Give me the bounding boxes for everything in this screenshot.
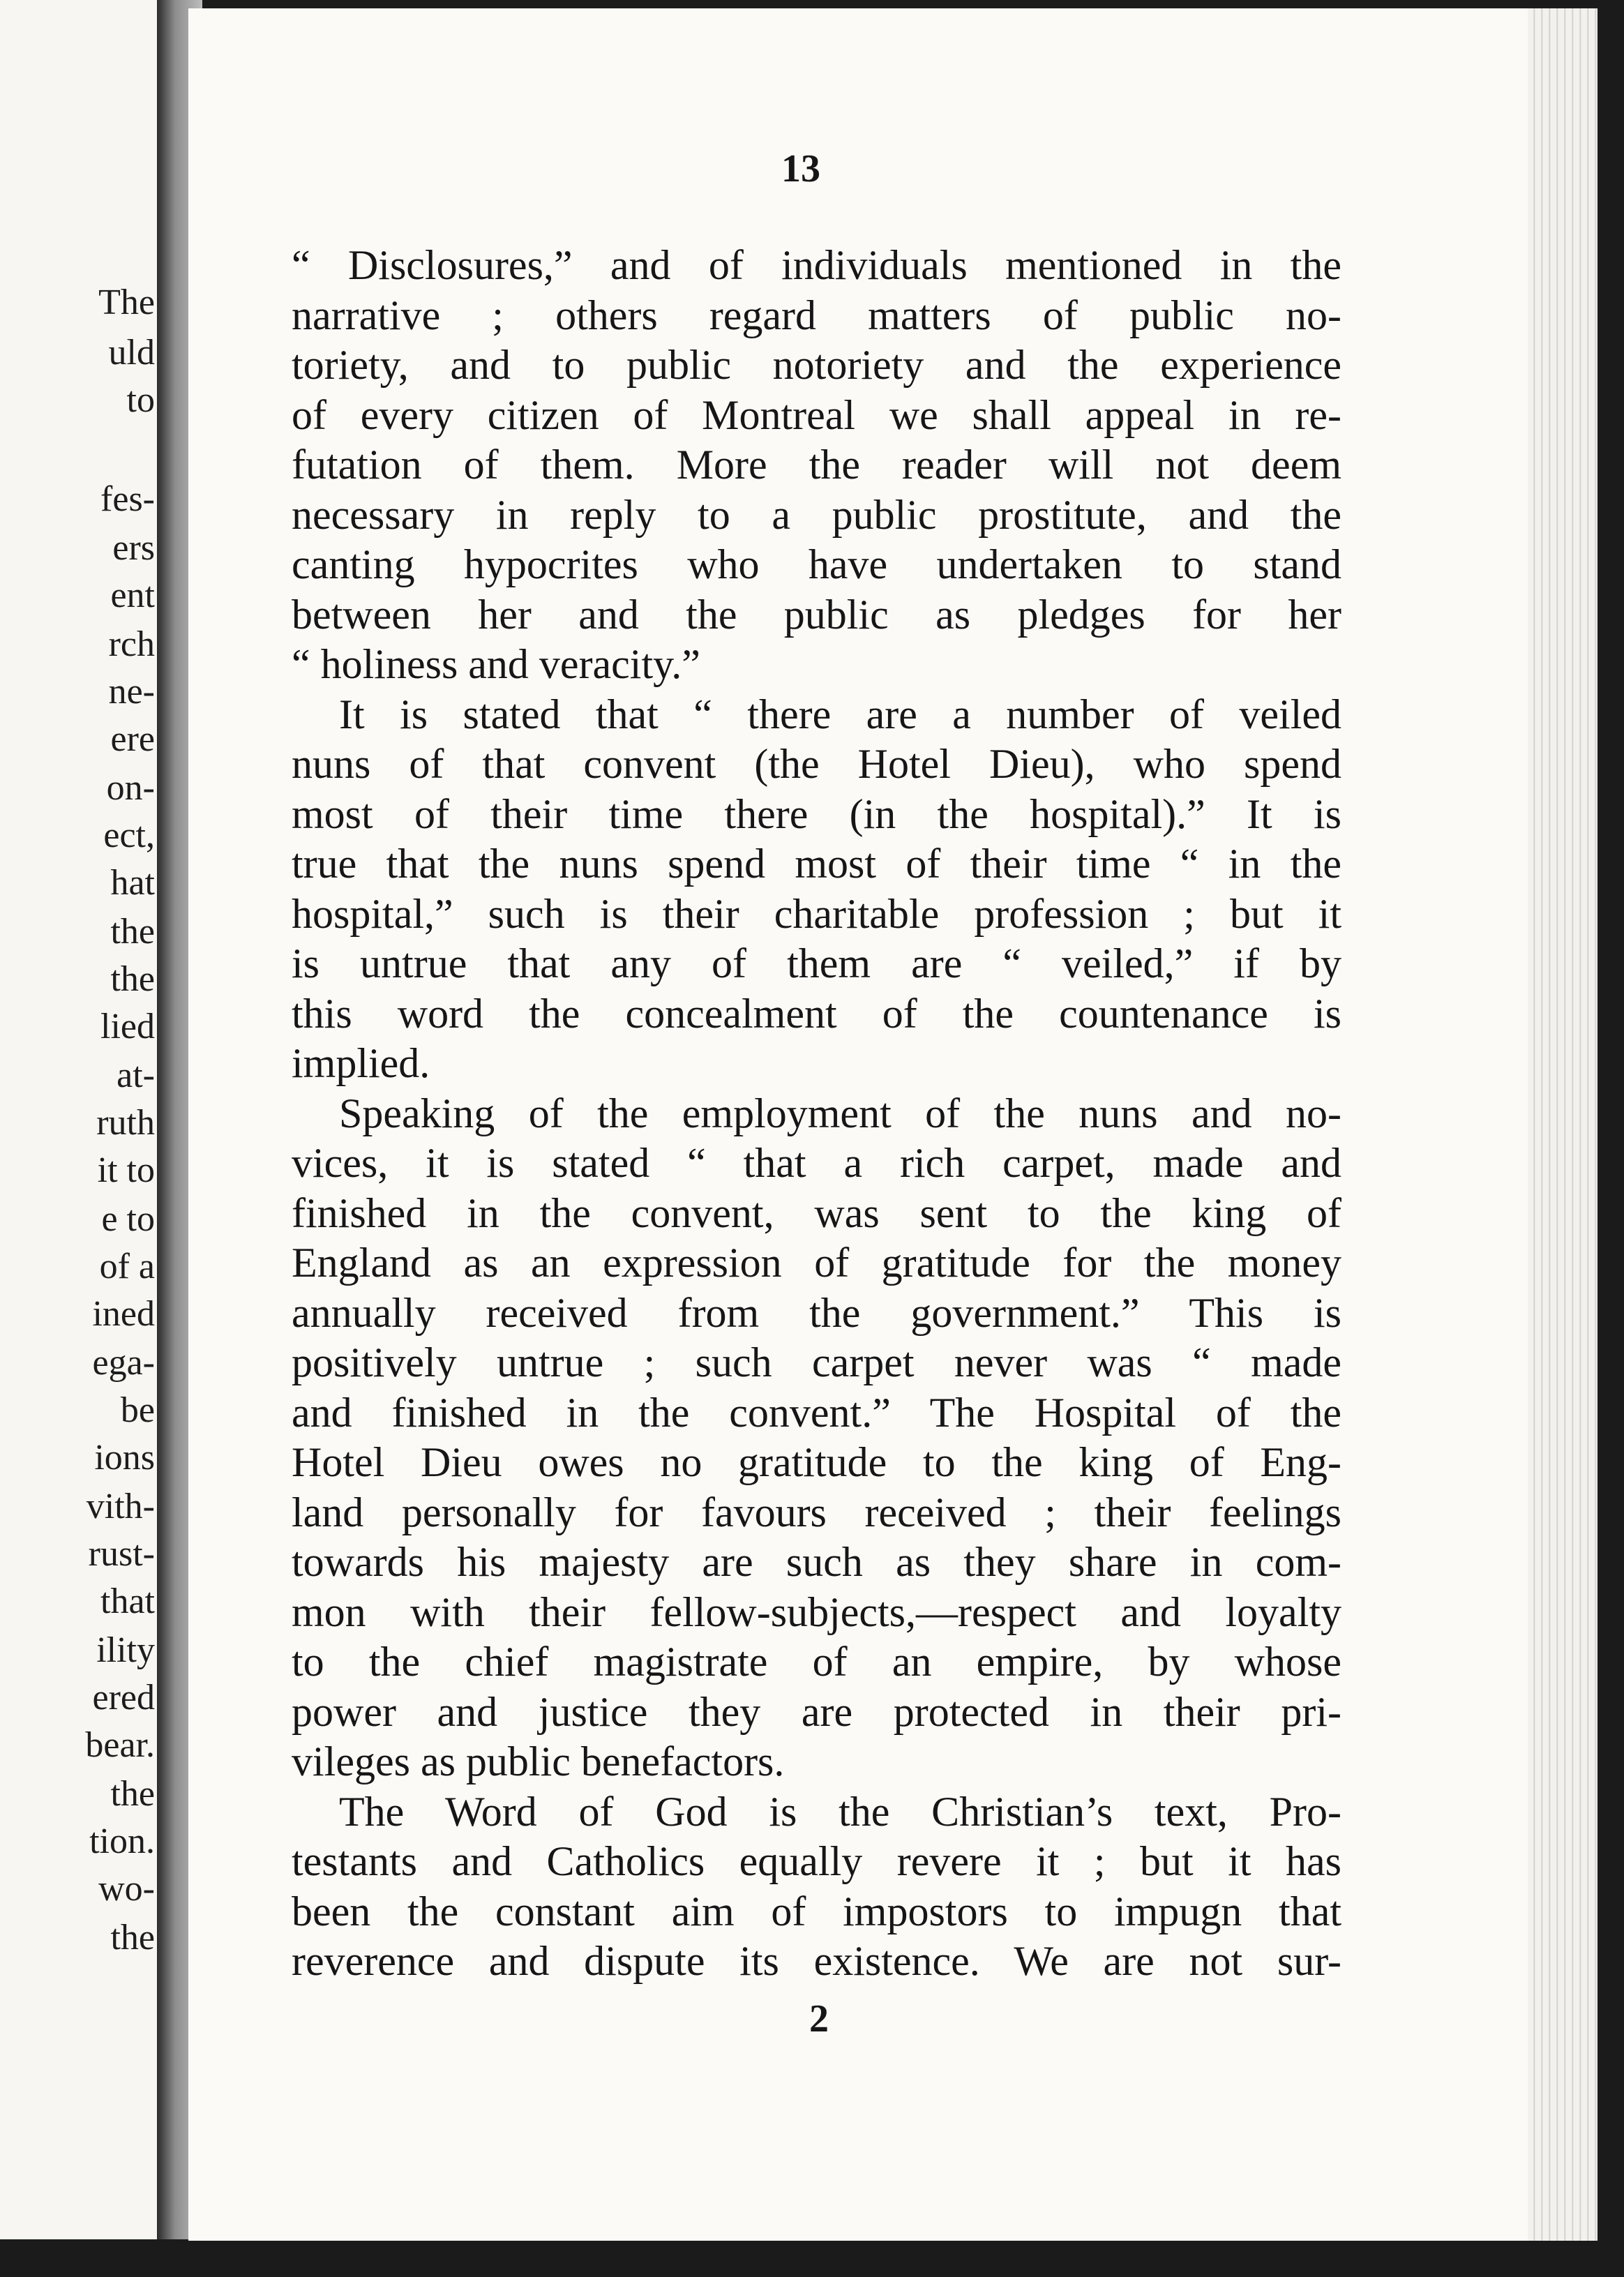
text-line: to the chief magistrate of an empire, by whose (292, 1639, 1341, 1685)
facing-page-line-fragment: vith- (86, 1487, 155, 1526)
text-line: true that the nuns spend most of their time “ in the (292, 841, 1341, 887)
facing-page-line-fragment: be (120, 1390, 155, 1430)
text-line: canting hypocrites who have undertaken to stand (292, 541, 1341, 587)
facing-page-line-fragment: wo- (98, 1869, 155, 1909)
facing-page-line-fragment: on- (106, 768, 155, 808)
text-line: finished in the convent, was sent to the king of (292, 1189, 1341, 1236)
text-line: Speaking of the employment of the nuns and no- (339, 1090, 1341, 1136)
text-line: this word the concealment of the countenance is (292, 990, 1341, 1037)
text-line: between her and the public as pledges for her (292, 591, 1341, 638)
signature-mark: 2 (809, 1997, 829, 2041)
text-line: towards his majesty are such as they share in com- (292, 1539, 1341, 1585)
facing-page-line-fragment: the (110, 1918, 155, 1957)
facing-page-line-fragment: ers (112, 528, 155, 568)
facing-page-line-fragment: at- (116, 1055, 155, 1095)
text-line: testants and Catholics equally revere it ; but it has (292, 1838, 1341, 1884)
text-line: vileges as public benefactors. (292, 1738, 785, 1784)
text-line: most of their time there (in the hospital).” It is (292, 790, 1341, 837)
facing-page-line-fragment: it to (97, 1150, 155, 1190)
text-line: It is stated that “ there are a number of veiled (339, 691, 1341, 737)
text-line: nuns of that convent (the Hotel Dieu), who spend (292, 741, 1341, 787)
page-number: 13 (781, 147, 820, 190)
facing-page-line-fragment: rust- (88, 1534, 155, 1574)
text-line: hospital,” such is their charitable profession ; but it (292, 890, 1341, 937)
facing-page-line-fragment: the (110, 959, 155, 999)
facing-page-line-fragment: fes- (100, 479, 155, 519)
text-line: futation of them. More the reader will not deem (292, 442, 1341, 488)
text-line: mon with their fellow-subjects,—respect and loyalty (292, 1588, 1341, 1635)
facing-page-line-fragment: hat (110, 863, 155, 903)
facing-page-line-fragment: rch (108, 624, 155, 664)
facing-page-line-fragment: ent (110, 576, 155, 615)
text-line: implied. (292, 1040, 430, 1086)
text-line: land personally for favours received ; their feelings (292, 1489, 1341, 1535)
facing-page-line-fragment: tion. (89, 1821, 155, 1861)
facing-page-line-fragment: ect, (103, 816, 155, 855)
text-line: necessary in reply to a public prostitute, and the (292, 491, 1341, 538)
facing-page-line-fragment: e to (101, 1199, 155, 1239)
facing-page-line-fragment: uld (108, 333, 155, 373)
text-line: reverence and dispute its existence. We are not sur- (292, 1938, 1341, 1984)
text-line: “ holiness and veracity.” (292, 641, 700, 687)
facing-page-line-fragment: ruth (96, 1103, 155, 1143)
facing-page-line-fragment: ere (110, 719, 155, 759)
text-line: The Word of God is the Christian’s text, Pro- (339, 1788, 1341, 1835)
facing-page-line-fragment: The (98, 283, 155, 322)
text-line: is untrue that any of them are “ veiled,” if by (292, 940, 1341, 986)
page-edges (1528, 8, 1597, 2241)
facing-page-line-fragment: of a (99, 1247, 155, 1286)
text-line: toriety, and to public notoriety and the experience (292, 342, 1341, 388)
facing-page-line-fragment: that (100, 1581, 155, 1621)
facing-page-line-fragment: bear. (85, 1725, 155, 1765)
text-line: England as an expression of gratitude for the money (292, 1240, 1341, 1286)
text-line: been the constant aim of impostors to impugn that (292, 1888, 1341, 1934)
facing-page-line-fragment: ega- (92, 1343, 155, 1383)
facing-page-line-fragment: ions (94, 1438, 155, 1478)
facing-page-line-fragment: to (126, 380, 155, 420)
facing-page-line-fragment: ility (96, 1630, 155, 1670)
facing-page-line-fragment: lied (100, 1007, 155, 1046)
body-text (292, 241, 1341, 1987)
text-line: Hotel Dieu owes no gratitude to the king of Eng- (292, 1439, 1341, 1485)
facing-page-line-fragment: ne- (108, 672, 155, 712)
facing-page-line-fragment: ered (92, 1678, 155, 1718)
text-line: power and justice they are protected in their pri- (292, 1688, 1341, 1735)
text-line: of every citizen of Montreal we shall appeal in re- (292, 391, 1341, 438)
facing-page-line-fragment: the (110, 912, 155, 952)
text-line: positively untrue ; such carpet never was “ made (292, 1339, 1341, 1385)
text-line: vices, it is stated “ that a rich carpet, made and (292, 1140, 1341, 1186)
text-line: narrative ; others regard matters of public no- (292, 292, 1341, 338)
text-line: annually received from the government.” This is (292, 1289, 1341, 1336)
facing-page-line-fragment: the (110, 1774, 155, 1814)
facing-page-fragment (0, 0, 162, 2239)
text-line: and finished in the convent.” The Hospital of the (292, 1389, 1341, 1436)
facing-page-line-fragment: ined (92, 1294, 155, 1334)
text-line: “ Disclosures,” and of individuals mentioned in the (292, 242, 1341, 288)
